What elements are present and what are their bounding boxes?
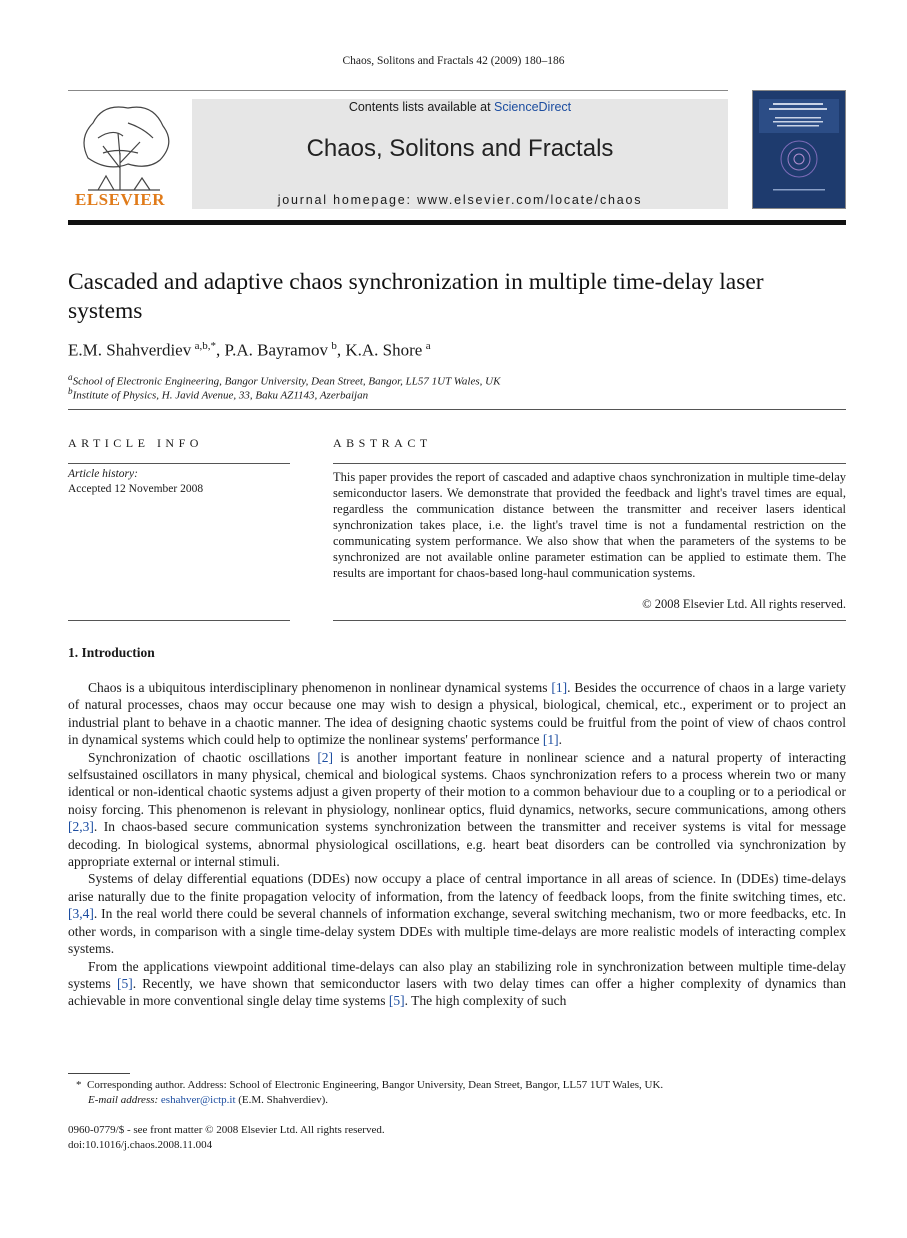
affiliation — [68, 386, 368, 402]
corresponding-author-note — [68, 1078, 846, 1093]
affiliation-text: Institute of Physics, H. Javid Avenue, 33, Baku AZ1143, Azerbaijan — [72, 389, 369, 402]
running-header: Chaos, Solitons and Fractals 42 (2009) 180–186 — [342, 55, 565, 67]
footnote-rule — [68, 1073, 130, 1074]
abstract-text: This paper provides the report of cascaded and adaptive chaos synchronization in multiple time-delay semiconductor lasers. We demonstrate that provided the feedback and light's travel times are equal, regardless the communication distance between the transmitter and receiver lasers identical synchronization takes place, i.e. the light's travel time is not a fundamental restriction on the communicating system performance. We also show that when the parameters of the systems to be synchronized are not available online parameter estimation can be applied to estimate them. The results are important for chaos-based long-haul communication systems. — [333, 470, 846, 580]
article-info-rule — [68, 463, 290, 464]
page-footer — [68, 1123, 385, 1153]
sciencedirect-link[interactable]: ScienceDirect — [494, 100, 572, 114]
article-info-heading: ARTICLE INFO — [68, 436, 203, 450]
doi-line[interactable]: doi:10.1016/j.chaos.2008.11.004 — [68, 1139, 213, 1151]
masthead-rule — [68, 220, 846, 225]
text-run: . In the real world there could be several channels of information exchange, several switching mechanism, two or more feedbacks, etc. In other words, in comparison with a single time-delay system DDEs with multiple time-delays are more realistic models of interacting complex systems. — [68, 906, 846, 957]
email-suffix: (E.M. Shahverdiev). — [235, 1094, 329, 1106]
affiliation-mark: a — [68, 372, 73, 382]
text-run: . — [558, 732, 562, 748]
journal-title: Chaos, Solitons and Fractals — [306, 135, 614, 162]
introduction-body — [68, 679, 846, 1010]
text-run: . In chaos-based secure communication systems synchronization between the transmitter and receiver systems is vital for message decoding. In biological systems, abnormal physiological oscillations, e.g. heart beat disorders can be controlled via synchronization by appropriate external or internal stimuli. — [68, 819, 846, 870]
journal-cover-image — [752, 90, 846, 209]
issn-line: 0960-0779/$ - see front matter © 2008 Elsevier Ltd. All rights reserved. — [68, 1124, 385, 1136]
section-rule — [68, 409, 846, 410]
citation-link[interactable]: [2,3] — [68, 819, 94, 835]
author-affiliation-mark: a,b,* — [194, 340, 217, 352]
text-run: is another important feature in nonlinear science and a natural property of interacting selfsustained oscillators in many physical, chemical and biological systems. Chaos synchronization refers to a process wherein two or many identical or non-identical chaotic systems adjust a given property of their motion to a common behaviour due to a coupling or to a periodical or noisy forcing. This phenomenon is relevant in physiology, nonlinear optics, fluid dynamics, networks, secure communications, among others — [68, 749, 846, 817]
abstract-rule — [333, 463, 846, 464]
text-run: Chaos is a ubiquitous interdisciplinary phenomenon in nonlinear dynamical systems — [88, 680, 552, 695]
author-affiliation-mark: b — [331, 340, 337, 352]
citation-link[interactable]: [1] — [551, 680, 568, 695]
contents-line — [192, 100, 728, 114]
abstract-heading: ABSTRACT — [333, 436, 432, 450]
accepted-date: Accepted 12 November 2008 — [68, 483, 204, 495]
paragraph — [68, 870, 846, 957]
affiliation-mark: b — [68, 386, 73, 396]
author-name[interactable]: P.A. Bayramov — [224, 340, 328, 360]
affiliation-text: School of Electronic Engineering, Bangor University, Dean Street, Bangor, LL57 1UT Wales, UK — [72, 375, 501, 388]
citation-link[interactable]: [3,4] — [68, 906, 94, 922]
text-run: Synchronization of chaotic oscillations — [88, 749, 318, 765]
email-label: E-mail address: — [88, 1094, 159, 1106]
footnote — [68, 1078, 846, 1108]
author-name[interactable]: K.A. Shore — [345, 340, 423, 360]
text-run: From the applications viewpoint additional time-delays can also play an stabilizing role in synchronization between multiple time-delay systems — [68, 958, 846, 991]
author-name[interactable]: E.M. Shahverdiev — [68, 340, 192, 360]
citation-link[interactable]: [5] — [116, 975, 133, 991]
author-list: E.M. Shahverdiev $^{a,b,*}$, P.A. Bayramov $^b$, K.A. Shore $^a$ — [68, 340, 431, 360]
citation-link[interactable]: [1] — [542, 732, 559, 748]
footnote-mark: * — [76, 1079, 82, 1091]
text-run: . Besides the occurrence of chaos in a large variety of natural processes, chaos may occur because one may wish to design a physical, biological, chemical, etc., experiment or to project an industrial plant to behave in a chaotic manner. The idea of designing chaotic systems could be fruitful from the point of view of chaos control in dynamical systems which could help to optimize the nonlinear systems' performance — [68, 680, 846, 748]
article-info-bottom-rule — [68, 620, 290, 621]
citation-link[interactable]: [5] — [388, 993, 405, 1009]
publisher-wordmark: ELSEVIER — [75, 190, 165, 209]
email-line — [68, 1093, 846, 1108]
text-run: . The high complexity of such — [404, 993, 567, 1009]
abstract-bottom-rule — [333, 620, 846, 621]
article-history-label: Article history: — [68, 468, 138, 480]
section-heading-introduction: 1. Introduction — [68, 645, 155, 660]
paragraph — [68, 749, 846, 871]
journal-homepage[interactable]: journal homepage: www.elsevier.com/locate/chaos — [277, 193, 643, 207]
contents-prefix: Contents lists available at — [348, 100, 495, 114]
paragraph — [68, 679, 846, 749]
text-run: . Recently, we have shown that semiconductor lasers with two delay times can offer a higher complexity of dynamics than achievable in more conventional single delay time systems — [68, 975, 846, 1009]
text-run: Systems of delay differential equations (DDEs) now occupy a place of central importance in all areas of science. In (DDEs) time-delays arise naturally due to the finite propagation velocity of information, from the latency of feedback loops, from the finite switching times, etc. — [68, 871, 846, 904]
author-affiliation-mark: a — [425, 340, 431, 352]
citation-link[interactable]: [2] — [317, 749, 334, 765]
abstract-copyright: © 2008 Elsevier Ltd. All rights reserved. — [642, 597, 846, 611]
paragraph — [68, 958, 846, 1010]
corresponding-author-text: Corresponding author. Address: School of Electronic Engineering, Bangor University, Dean Street, Bangor, LL57 1UT Wales, UK. — [87, 1079, 664, 1091]
email-link[interactable]: eshahver@ictp.it — [160, 1094, 236, 1106]
header-rule — [68, 90, 728, 91]
paper-title: Cascaded and adaptive chaos synchronization in multiple time-delay laser systems — [68, 269, 764, 324]
